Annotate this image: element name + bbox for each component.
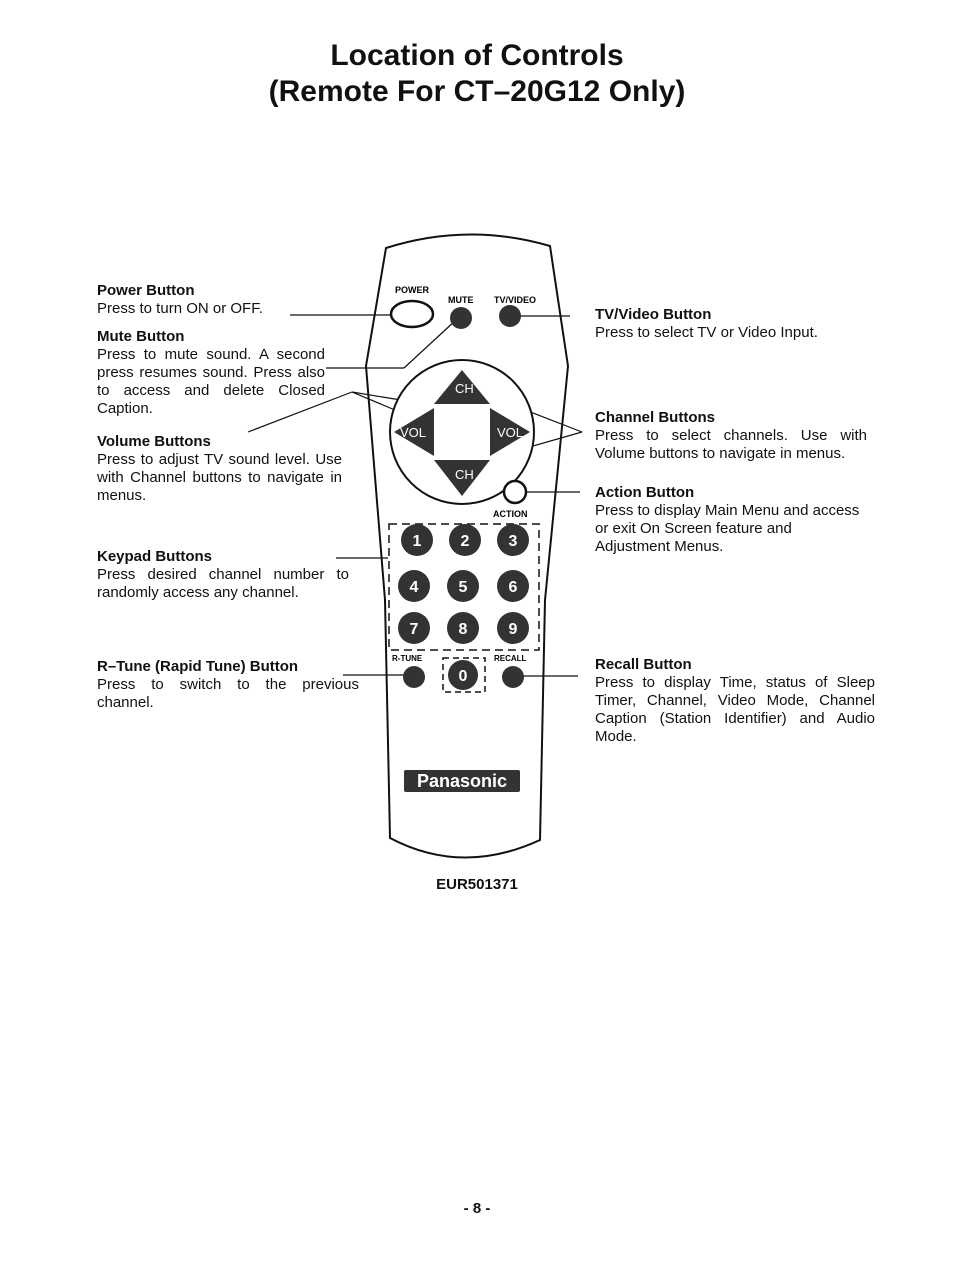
svg-text:4: 4 xyxy=(409,579,419,596)
svg-text:5: 5 xyxy=(458,579,468,596)
page-number: - 8 - xyxy=(463,1200,491,1217)
recall-button[interactable] xyxy=(502,666,524,688)
volume-heading: Volume Buttons xyxy=(97,433,211,450)
keypad-text: Press desired channel number to randomly access any channel. xyxy=(97,566,349,601)
power-heading: Power Button xyxy=(97,282,195,299)
recall-text: Press to display Time, status of Sleep Timer, Channel, Video Mode, Channel Caption (Station Identifier) and Audio Mode. xyxy=(595,674,875,745)
action-text: Press to display Main Menu and access or exit On Screen feature and Adjustment Menus. xyxy=(595,502,860,555)
svg-text:8: 8 xyxy=(458,621,468,638)
power-text: Press to turn ON or OFF. xyxy=(97,300,263,317)
rtune-heading: R–Tune (Rapid Tune) Button xyxy=(97,658,299,675)
action-button[interactable] xyxy=(504,481,526,503)
rtune-button[interactable] xyxy=(403,666,425,688)
action-heading: Action Button xyxy=(595,484,695,501)
power-label: POWER xyxy=(395,285,430,295)
tvvideo-heading: TV/Video Button xyxy=(595,306,712,323)
vol-left-label: VOL xyxy=(400,425,427,440)
vol-right-label: VOL xyxy=(497,425,524,440)
ch-up-label: CH xyxy=(455,381,474,396)
channel-text: Press to select channels. Use with Volume buttons to navigate in menus. xyxy=(595,427,867,462)
mute-text: Press to mute sound. A second press resumes sound. Press also to access and delete Closed Caption. xyxy=(97,346,325,417)
mute-heading: Mute Button xyxy=(97,328,185,345)
brand-logo: Panasonic xyxy=(416,771,508,791)
volume-text: Press to adjust TV sound level. Use with Channel buttons to navigate in menus. xyxy=(97,451,342,504)
title-line-1: Location of Controls xyxy=(330,39,624,72)
svg-text:3: 3 xyxy=(508,533,518,550)
mute-button[interactable] xyxy=(450,307,472,329)
mute-label: MUTE xyxy=(448,295,474,305)
channel-heading: Channel Buttons xyxy=(595,409,715,426)
recall-label: RECALL xyxy=(494,654,527,663)
rtune-text: Press to switch to the previous channel. xyxy=(97,676,359,711)
svg-text:1: 1 xyxy=(412,533,422,550)
svg-text:0: 0 xyxy=(458,668,468,685)
model-number: EUR501371 xyxy=(436,876,518,893)
tvvideo-button[interactable] xyxy=(499,305,521,327)
tvvideo-text: Press to select TV or Video Input. xyxy=(595,324,818,341)
tvvideo-label: TV/VIDEO xyxy=(494,295,537,305)
title-line-2: (Remote For CT–20G12 Only) xyxy=(268,75,686,108)
ch-down-label: CH xyxy=(455,467,474,482)
power-button[interactable] xyxy=(391,301,433,327)
svg-text:9: 9 xyxy=(508,621,518,638)
action-label: ACTION xyxy=(493,509,528,519)
svg-text:7: 7 xyxy=(409,621,419,638)
svg-text:6: 6 xyxy=(508,579,518,596)
keypad xyxy=(398,524,529,644)
svg-text:2: 2 xyxy=(460,533,470,550)
rtune-label: R-TUNE xyxy=(392,654,423,663)
keypad-heading: Keypad Buttons xyxy=(97,548,213,565)
recall-heading: Recall Button xyxy=(595,656,692,673)
